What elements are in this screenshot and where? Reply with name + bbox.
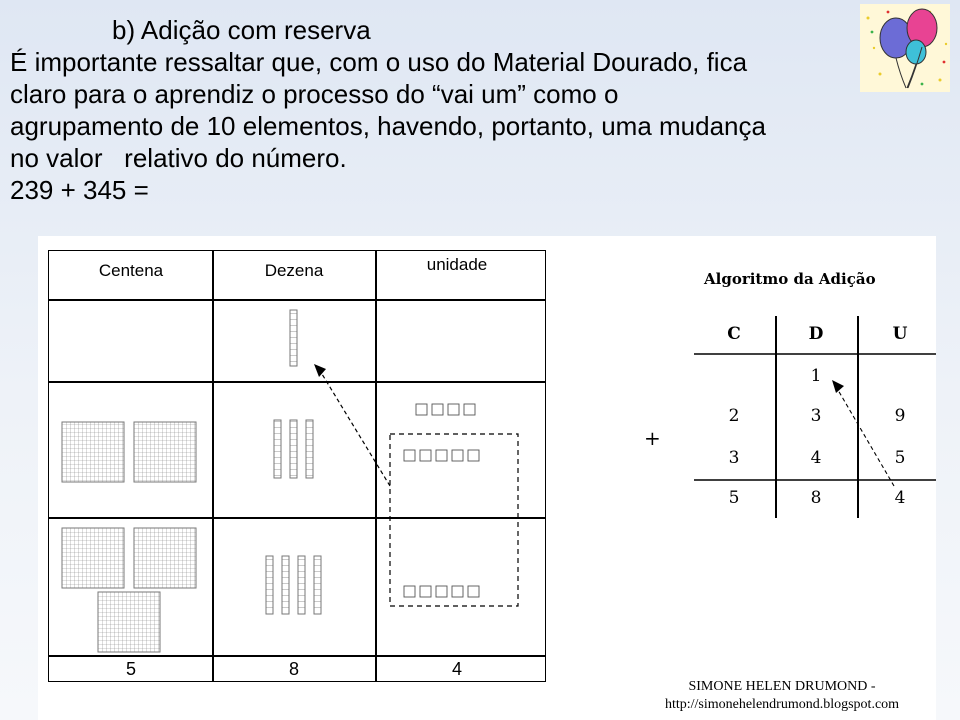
algo-header-c: C bbox=[727, 324, 741, 344]
algo-header-u: U bbox=[892, 324, 908, 344]
algo-r1-u: 9 bbox=[894, 406, 906, 426]
algo-res-c: 5 bbox=[728, 488, 740, 508]
slide-title: b) Adição com reserva bbox=[112, 15, 371, 45]
rod-icon bbox=[266, 310, 321, 614]
flat-icon bbox=[62, 422, 196, 652]
algo-r2-c: 3 bbox=[728, 448, 740, 468]
header-centena: Centena bbox=[98, 261, 164, 280]
algo-r2-d: 4 bbox=[810, 448, 822, 468]
header-dezena: Dezena bbox=[264, 261, 324, 280]
cube-icon bbox=[404, 404, 479, 597]
credit-url: http://simonehelendrumond.blogspot.com bbox=[664, 697, 900, 712]
algorithm-title: Algoritmo da Adição bbox=[704, 270, 876, 288]
paragraph-line-1: É importante ressaltar que, com o uso do Material Dourado, fica bbox=[10, 47, 748, 77]
algo-res-u: 4 bbox=[894, 488, 906, 508]
blocks-drawing bbox=[38, 236, 936, 720]
figure-panel bbox=[38, 236, 936, 720]
total-unidade: 4 bbox=[451, 659, 462, 679]
paragraph-line-3: agrupamento de 10 elementos, havendo, portanto, uma mudança bbox=[10, 111, 766, 141]
algo-carry: 1 bbox=[810, 366, 822, 386]
algo-r1-c: 2 bbox=[728, 406, 740, 426]
paragraph-line-4: no valor relativo do número. bbox=[10, 143, 347, 173]
paragraph-line-2: claro para o aprendiz o processo do “vai um” como o bbox=[10, 79, 619, 109]
plus-sign: + bbox=[644, 426, 661, 450]
algo-header-d: D bbox=[808, 324, 824, 344]
credit-name: SIMONE HELEN DRUMOND - bbox=[688, 679, 876, 694]
algo-r2-u: 5 bbox=[894, 448, 906, 468]
slide-text bbox=[10, 14, 950, 206]
algo-res-d: 8 bbox=[810, 488, 822, 508]
algo-r1-d: 3 bbox=[810, 406, 822, 426]
addition-expression: 239 + 345 = bbox=[10, 175, 149, 205]
total-centena: 5 bbox=[125, 659, 136, 679]
header-unidade: unidade bbox=[426, 255, 488, 274]
author-credit bbox=[624, 678, 940, 714]
total-dezena: 8 bbox=[288, 659, 299, 679]
